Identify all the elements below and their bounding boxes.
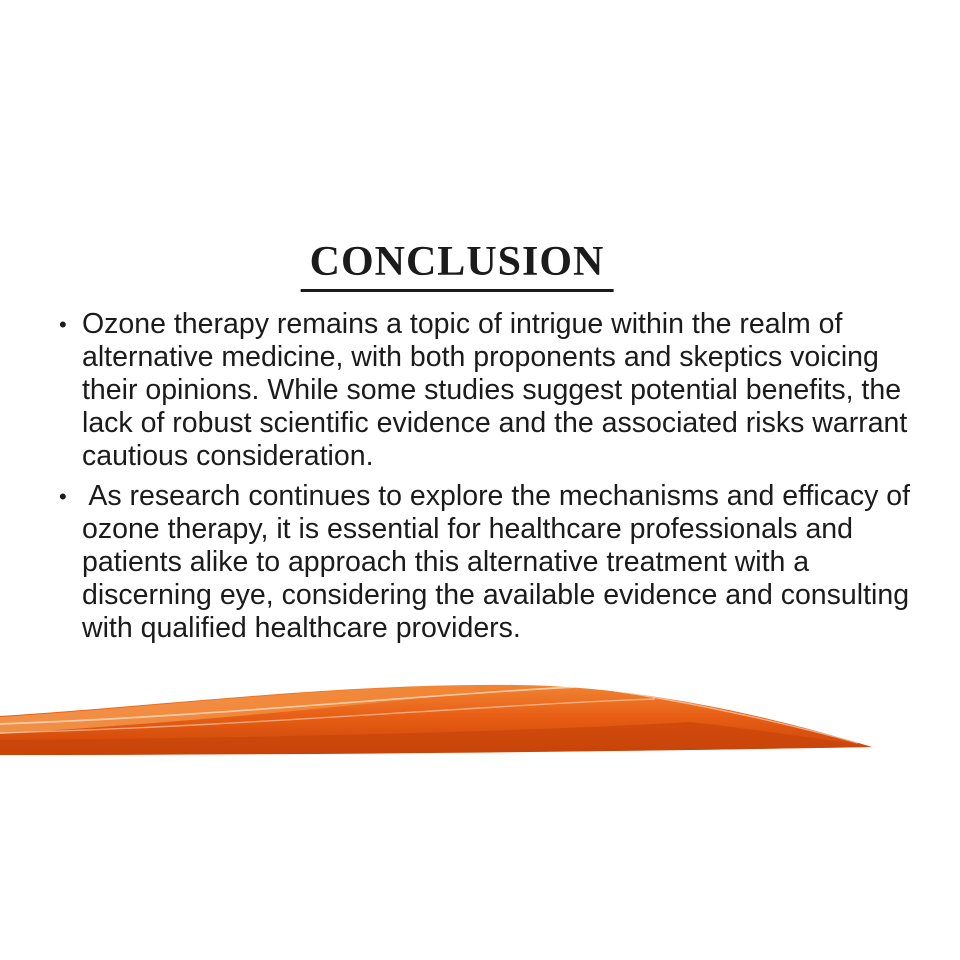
- bullet-item: [50, 480, 916, 645]
- text-line: alternative medicine, with both proponents and skeptics voicing: [82, 341, 879, 373]
- bottom-wave-decoration: [0, 660, 960, 780]
- text-line: patients alike to approach this alternative treatment with a: [82, 546, 810, 578]
- text-line: lack of robust scientific evidence and the associated risks warrant: [82, 407, 908, 439]
- title-block: [301, 240, 614, 292]
- text-line: ozone therapy, it is essential for healthcare professionals and: [82, 513, 854, 545]
- slide-title: CONCLUSION: [301, 240, 614, 292]
- bullet-list: [50, 308, 916, 645]
- bullet-text: [82, 480, 916, 645]
- text-line: cautious consideration.: [82, 440, 374, 472]
- text-line: with qualified healthcare providers.: [82, 612, 521, 644]
- text-line: discerning eye, considering the available evidence and consulting: [82, 579, 910, 611]
- bullet-marker: •: [59, 484, 67, 509]
- bullet-item: [50, 308, 916, 473]
- text-line: their opinions. While some studies suggest potential benefits, the: [82, 374, 902, 406]
- text-line: Ozone therapy remains a topic of intrigue within the realm of: [82, 308, 843, 340]
- bullet-marker: •: [59, 312, 67, 337]
- text-line: As research continues to explore the mechanisms and efficacy of: [82, 480, 911, 512]
- bullet-text: [82, 308, 916, 473]
